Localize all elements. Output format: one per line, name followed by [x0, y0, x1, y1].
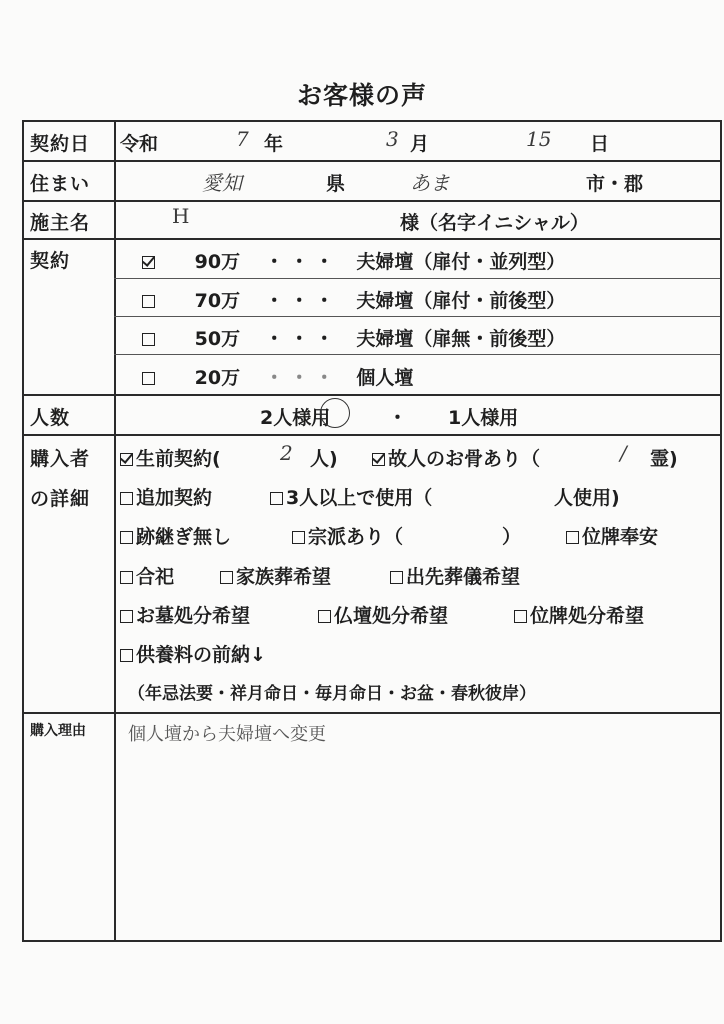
remains-count-value[interactable]: / [620, 441, 627, 465]
contract-year-value[interactable]: 7 [236, 127, 249, 151]
three-or-more-unit: 人使用) [554, 487, 620, 509]
remains-unit: 霊) [650, 448, 678, 470]
row-divider [24, 238, 720, 240]
option-name: 夫婦壇（扉付・並列型） [356, 251, 566, 273]
additional-contract-text: 追加契約 [136, 487, 213, 509]
sect-option[interactable] [292, 522, 403, 549]
offering-note: （年忌法要・祥月命日・毎月命日・お盆・春秋彼岸） [128, 684, 536, 704]
details-label-line1: 購入者 [30, 448, 91, 470]
pre-contract-unit: 人) [310, 448, 338, 470]
checkbox-icon[interactable] [120, 649, 133, 662]
contract-day-value[interactable]: 15 [526, 127, 552, 151]
sect-close: ） [502, 526, 522, 548]
people-separator: ・ [388, 407, 408, 429]
remains-option[interactable] [372, 444, 540, 471]
altar-disposal-text: 仏壇処分希望 [334, 605, 449, 627]
contract-option-20[interactable] [142, 363, 413, 390]
checkbox-icon[interactable] [142, 333, 155, 346]
checkbox-icon[interactable] [292, 531, 305, 544]
ihai-disposal-option[interactable] [514, 601, 644, 628]
three-or-more-text: 3人以上で使用（ [286, 487, 433, 509]
option-dots: ・・・ [264, 251, 340, 273]
owner-suffix: 様（名字イニシャル） [400, 212, 589, 234]
option-name: 夫婦壇（扉無・前後型） [356, 328, 566, 350]
day-unit: 日 [590, 133, 610, 155]
selection-circle [320, 398, 350, 428]
grave-disposal-text: お墓処分希望 [136, 605, 251, 627]
form-title: お客様の声 [296, 81, 427, 110]
remains-text: 故人のお骨あり（ [388, 448, 541, 470]
family-funeral-text: 家族葬希望 [236, 566, 332, 588]
option-divider [114, 316, 720, 317]
customer-voice-form [22, 120, 722, 942]
two-person-option[interactable]: 2人様用 [260, 407, 331, 429]
contract-date-label: 契約日 [30, 133, 91, 155]
ihai-option[interactable] [566, 522, 658, 549]
checkbox-icon[interactable] [120, 453, 133, 466]
row-divider [24, 712, 720, 714]
row-divider [24, 160, 720, 162]
checkbox-icon[interactable] [120, 610, 133, 623]
visiting-funeral-text: 出先葬儀希望 [406, 566, 521, 588]
gosi-text: 合祀 [136, 566, 175, 588]
offering-prepay-option[interactable] [120, 640, 266, 667]
address-label: 住まい [30, 173, 91, 195]
ihai-text: 位牌奉安 [582, 526, 659, 548]
prefecture-value[interactable]: 愛知 [202, 171, 242, 195]
offering-prepay-text: 供養料の前納↓ [136, 644, 266, 666]
gosi-option[interactable] [120, 562, 174, 589]
option-dots: ・・・ [264, 328, 340, 350]
option-divider [114, 354, 720, 355]
checkbox-icon[interactable] [514, 610, 527, 623]
option-name: 夫婦壇（扉付・前後型） [356, 290, 566, 312]
ihai-disposal-text: 位牌処分希望 [530, 605, 645, 627]
option-price: 70万 [194, 290, 241, 312]
no-successor-text: 跡継ぎ無し [136, 526, 232, 548]
row-divider [24, 394, 720, 396]
option-price: 90万 [194, 251, 241, 273]
option-dots: ・・・ [264, 290, 340, 312]
city-unit: 市・郡 [586, 173, 644, 195]
contract-option-90[interactable] [142, 247, 565, 274]
checkbox-icon[interactable] [142, 372, 155, 385]
checkbox-icon[interactable] [142, 256, 155, 269]
option-divider [114, 278, 720, 279]
option-price: 20万 [194, 367, 241, 389]
era-text: 令和 [120, 133, 159, 155]
contract-label: 契約 [30, 250, 71, 272]
checkbox-icon[interactable] [142, 295, 155, 308]
month-unit: 月 [410, 133, 430, 155]
row-divider [24, 200, 720, 202]
year-unit: 年 [264, 133, 284, 155]
checkbox-icon[interactable] [270, 492, 283, 505]
pre-contract-text: 生前契約( [136, 448, 221, 470]
owner-name-label: 施主名 [30, 212, 91, 234]
visiting-funeral-option[interactable] [390, 562, 520, 589]
purchase-reason-value[interactable]: 個人壇から夫婦壇へ変更 [128, 724, 326, 745]
owner-initial-value[interactable]: H [172, 204, 190, 228]
people-count-label: 人数 [30, 407, 71, 429]
details-label-line2: の詳細 [30, 488, 91, 510]
checkbox-icon[interactable] [120, 531, 133, 544]
one-person-option[interactable]: 1人様用 [448, 407, 519, 429]
pre-contract-option[interactable] [120, 444, 221, 471]
checkbox-icon[interactable] [318, 610, 331, 623]
contract-option-50[interactable] [142, 324, 565, 351]
prefecture-unit: 県 [326, 173, 346, 195]
contract-option-70[interactable] [142, 286, 565, 313]
additional-contract-option[interactable] [120, 483, 212, 510]
option-name: 個人壇 [356, 367, 414, 389]
no-successor-option[interactable] [120, 522, 231, 549]
checkbox-icon[interactable] [390, 571, 403, 584]
grave-disposal-option[interactable] [120, 601, 250, 628]
row-divider [24, 434, 720, 436]
checkbox-icon[interactable] [566, 531, 579, 544]
pre-contract-count-value[interactable]: 2 [280, 441, 293, 465]
checkbox-icon[interactable] [372, 453, 385, 466]
checkbox-icon[interactable] [120, 571, 133, 584]
family-funeral-option[interactable] [220, 562, 331, 589]
sect-text: 宗派あり（ [308, 526, 404, 548]
option-dots: ・・・ [264, 367, 340, 389]
three-or-more-option[interactable] [270, 483, 432, 510]
city-value[interactable]: あま [410, 171, 450, 195]
checkbox-icon[interactable] [220, 571, 233, 584]
checkbox-icon[interactable] [120, 492, 133, 505]
label-column-divider [114, 122, 116, 942]
purchase-reason-label: 購入理由 [30, 723, 86, 739]
option-price: 50万 [194, 328, 241, 350]
altar-disposal-option[interactable] [318, 601, 448, 628]
contract-month-value[interactable]: 3 [386, 127, 399, 151]
